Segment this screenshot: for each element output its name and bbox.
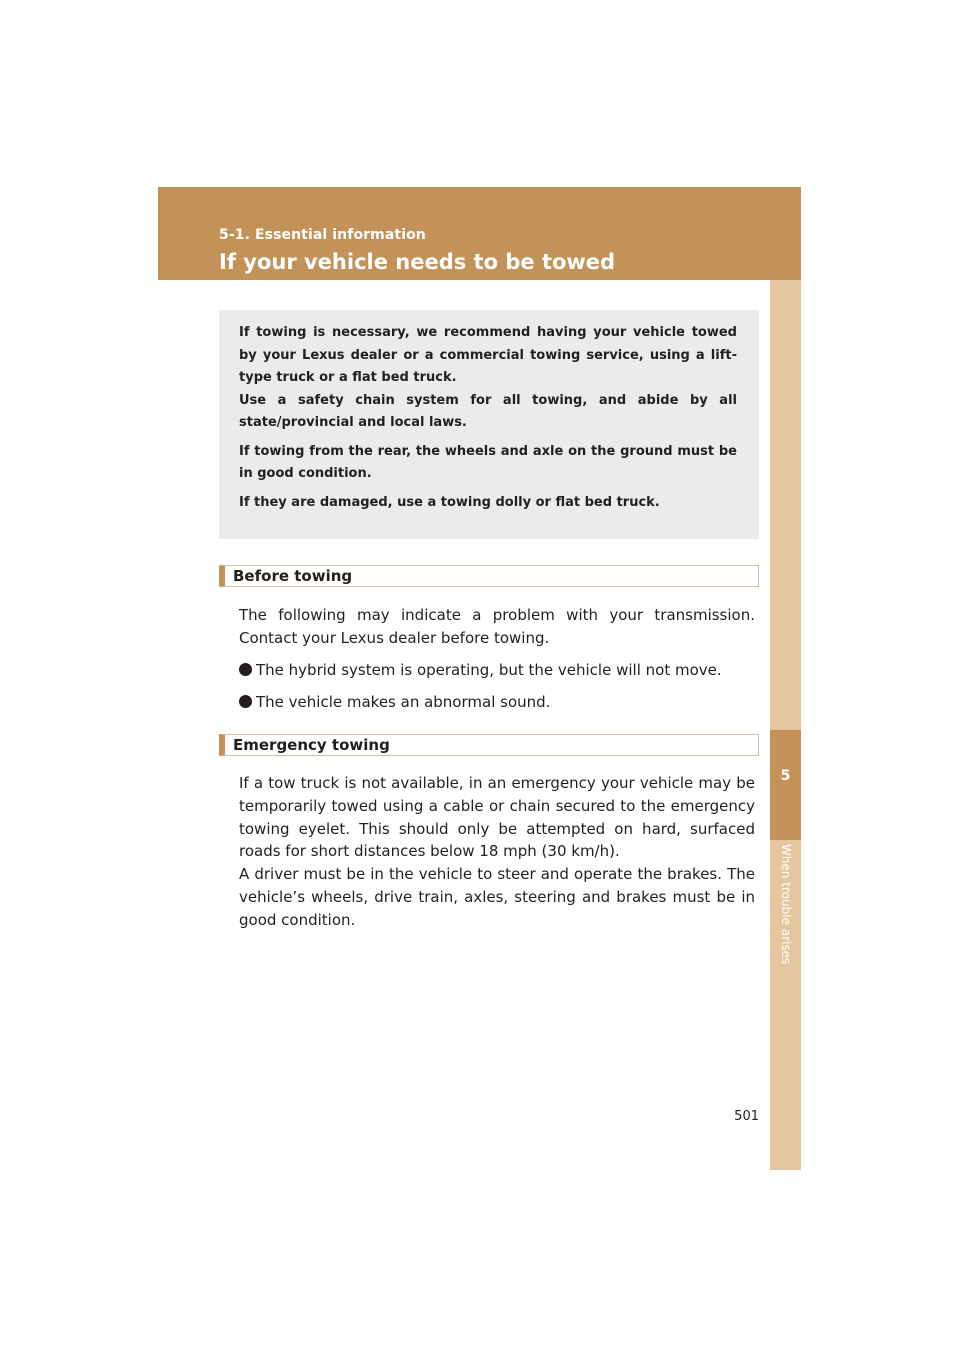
emergency-towing-heading: Emergency towing	[219, 734, 759, 756]
intro-paragraph-3: If towing from the rear, the wheels and axle on the ground must be in good condition.	[239, 443, 737, 481]
intro-box	[219, 310, 759, 539]
section-label: 5-1. Essential information	[219, 227, 426, 243]
bullet-item	[239, 691, 759, 713]
before-towing-paragraph: The following may indicate a problem with your transmission. Contact your Lexus dealer before towing.	[239, 606, 755, 647]
emergency-towing-paragraph-1: If a tow truck is not available, in an emergency your vehicle may be temporarily towed using a cable or chain secured to the emergency towing eyelet. This should only be attempted on hard, surfaced roads for short distances below 18 mph (30 km/h).	[239, 774, 755, 861]
bullet-dot-icon	[239, 695, 252, 708]
chapter-name: When trouble arises	[779, 844, 793, 965]
side-tab	[770, 280, 801, 1170]
bullet-dot-icon	[239, 663, 252, 676]
emergency-towing-text	[239, 772, 755, 932]
page-number: 501	[734, 1109, 759, 1124]
page-title: If your vehicle needs to be towed	[219, 250, 616, 274]
bullet-item	[239, 659, 759, 681]
before-towing-text	[239, 604, 755, 650]
intro-paragraph-1: If towing is necessary, we recommend having your vehicle towed by your Lexus dealer or a commercial towing service, using a lift-type truck or a flat bed truck.	[239, 325, 737, 385]
bullet-text: The hybrid system is operating, but the vehicle will not move.	[256, 661, 722, 679]
intro-paragraph-2: Use a safety chain system for all towing, and abide by all state/provincial and local laws.	[239, 392, 737, 430]
intro-paragraph-4: If they are damaged, use a towing dolly or flat bed truck.	[239, 494, 660, 510]
chapter-number: 5	[780, 768, 791, 784]
bullet-text: The vehicle makes an abnormal sound.	[256, 693, 551, 711]
before-towing-heading: Before towing	[219, 565, 759, 587]
chapter-tab[interactable]	[770, 730, 801, 840]
emergency-towing-paragraph-2: A driver must be in the vehicle to steer and operate the brakes. The vehicle’s wheels, drive train, axles, steering and brakes must be in good condition.	[239, 865, 755, 929]
header-band	[158, 187, 801, 280]
